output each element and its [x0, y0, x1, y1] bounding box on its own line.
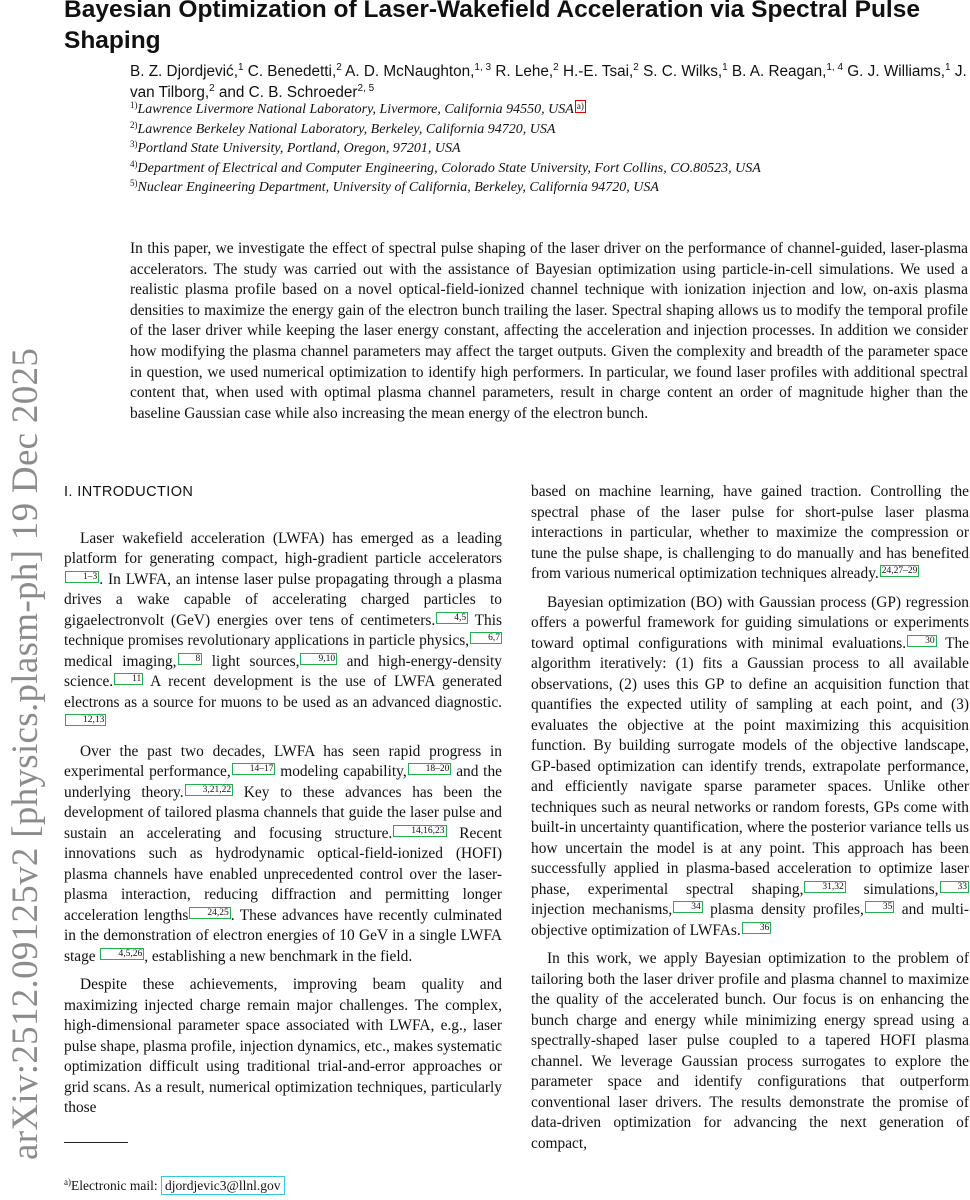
author-affiliation-mark: 1: [722, 62, 728, 73]
citation-link[interactable]: 14–17: [232, 763, 276, 775]
author-affiliation-mark: 2: [633, 62, 639, 73]
paragraph: [64, 742, 502, 968]
paragraph-text: , establishing a new benchmark in the field.: [144, 947, 413, 965]
paragraph-text: The algorithm iteratively: (1) fits a Gaussian process to all available observations, (2) uses this GP to define an acquisition function that quantifies the expected utility of sampling at each point, and (3) evaluates the objective at the point maximizing this acquisition function. By building surrogate models of the objective landscape, GP-based optimization can identify trends, extrapolate performance, and efficiently navigate sparse parameter spaces. Unlike other techniques such as neural networks or random forests, GPs come with built-in uncertainty quantification, where the posterior variance tells us how uncertain the model is at any point. This approach has been successfully applied in plasma-based acceleration to optimize laser phase, experimental spectral shaping,: [531, 634, 970, 898]
footnote-rule: [64, 1142, 128, 1143]
citation-link[interactable]: 24,25: [189, 907, 230, 919]
citation-link[interactable]: 31,32: [804, 881, 845, 893]
author-affiliation-mark: 1: [237, 62, 244, 73]
paragraph: [531, 593, 969, 942]
paragraph-text: . In LWFA, an intense laser pulse propagating through a plasma drives a wake capable of accelerating charged particles to gigaelectronvolt (GeV) energies over tens of centimeters.: [64, 570, 502, 629]
author-affiliation-mark: 1, 3: [474, 62, 492, 73]
affiliation-text: Portland State University, Portland, Oregon, 97201, USA: [137, 141, 461, 156]
citation-link[interactable]: 36: [742, 922, 772, 934]
author-name: S. C. Wilks,: [638, 63, 723, 80]
citation-link[interactable]: 8: [178, 653, 203, 665]
paragraph-text: Laser wakefield acceleration (LWFA) has emerged as a leading platform for generating compact, high-gradient particle accelerators: [64, 529, 502, 567]
footnote-mark: a): [64, 1177, 71, 1187]
email-link[interactable]: djordjevic3@llnl.gov: [161, 1176, 285, 1195]
affiliation-number: 4): [130, 158, 138, 169]
affiliation-text: Lawrence Livermore National Laboratory, Livermore, California 94550, USA: [137, 102, 574, 117]
author-name: A. D. McNaughton,: [341, 63, 475, 80]
left-column-body: [64, 529, 502, 1119]
citation-link[interactable]: 30: [907, 635, 937, 647]
footnote: [64, 1176, 285, 1195]
author-affiliation-mark: 1, 4: [826, 62, 844, 73]
author-affiliation-mark: 2: [336, 62, 342, 73]
author-name: and C. B. Schroeder: [214, 84, 358, 101]
citation-link[interactable]: 18–20: [408, 763, 452, 775]
paragraph-text: based on machine learning, have gained traction. Controlling the spectral phase of the laser pulse for short-pulse laser plasma interactions in particular, whether to maximize the compression or tune the pulse shape, is challenging to do manually and has benefited from various numerical optimization techniques already.: [531, 483, 969, 582]
citation-link[interactable]: 4,5,26: [100, 948, 144, 960]
paragraph: [64, 529, 502, 734]
citation-link[interactable]: 24,27–29: [881, 566, 918, 576]
affiliation-text: Nuclear Engineering Department, University of California, Berkeley, California 94720, USA: [137, 180, 659, 195]
affiliation-number: 1): [130, 100, 138, 110]
paragraph-text: Recent innovations such as hydrodynamic optical-field-ionized (HOFI) plasma channels have enabled unprecedented control over the laser-plasma interaction, reducing diffraction and permitting longer acceleration lengths: [64, 824, 503, 924]
citation-link[interactable]: 6,7: [470, 632, 502, 644]
author-affiliation-mark: 2, 5: [357, 83, 375, 94]
paragraph-text: Over the past two decades, LWFA has seen rapid progress in experimental performance,: [64, 742, 502, 780]
paragraph-text: In this work, we apply Bayesian optimization to the problem of tailoring both the laser driver profile and plasma channel to maximize the quality of the accelerated bunch. Our focus is on enhancing the bunch charge and energy while minimizing energy spread using a spectrally-shaped laser pulse coupled to a tapered HOFI plasma channel. We leverage Gaussian process surrogates to explore the parameter space and identify configurations that outperform conventional laser drivers. The results demonstrate the promise of data-driven optimization for advancing the next generation of compact,: [531, 950, 969, 1152]
abstract: In this paper, we investigate the effect of spectral pulse shaping of the laser driver on the performance of channel-guided, laser-plasma accelerators. The study was carried out with the assistance of Bayesian optimization using particle-in-cell simulations. We used a realistic plasma profile based on a novel optical-field-ionized channel technique with ionization injection and low, on-axis plasma densities to maximize the energy gain of the electron bunch trailing the laser. Spectral shaping allows us to modify the temporal profile of the laser driver while keeping the laser energy constant, affecting the acceleration and injection processes. In addition we consider how modifying the plasma channel parameters may affect the target outputs. Given the complexity and breadth of the parameter space in question, we used numerical optimization to identify high performers. In particular, we found laser profiles with additional spectral content that, when used with optimal plasma channel parameters, result in charge content an order of magnitude higher than the baseline Gaussian case while also increasing the mean energy of the electron bunch.: [130, 240, 968, 422]
affiliation: [130, 178, 830, 198]
author-list: [130, 61, 970, 103]
paper-title: Bayesian Optimization of Laser-Wakefield Acceleration via Spectral Pulse Shaping: [64, 0, 920, 54]
citation-link[interactable]: 34: [673, 901, 703, 913]
paragraph-text: Despite these achievements, improving beam quality and maximizing injected charge remain major challenges. The complex, high-dimensional parameter space associated with LWFA, e.g., laser pulse shape, plasma profile, injection dynamics, etc., makes systematic optimization difficult using traditional trial-and-error approaches or grid scans. As a result, numerical optimization techniques, particularly those: [64, 976, 502, 1116]
author-name: R. Lehe,: [491, 63, 554, 80]
paragraph-text: and high-energy-density science.: [64, 652, 502, 690]
citation-link[interactable]: 11: [114, 673, 143, 685]
author-affiliation-mark: 2: [553, 62, 559, 73]
citation-link[interactable]: 3,21,22: [185, 784, 234, 796]
footnote-label: Electronic mail:: [71, 1178, 161, 1193]
author-affiliation-mark: 2: [209, 83, 215, 94]
affiliation: [130, 139, 830, 159]
citation-link[interactable]: 4,5: [436, 612, 468, 624]
affiliation-number: 3): [130, 139, 138, 149]
citation-link[interactable]: 1–3: [65, 571, 99, 583]
paragraph: [531, 949, 969, 1154]
author-name: J. van Tilborg,: [130, 63, 967, 101]
author-name: B. Z. Djordjević,: [130, 63, 238, 80]
paragraph-text: injection mechanisms,: [531, 901, 673, 918]
affiliation: [130, 159, 830, 179]
paragraph-text: This technique promises revolutionary applications in particle physics,: [64, 611, 503, 649]
citation-link[interactable]: 35: [865, 901, 895, 913]
paragraph-text: . These advances have recently culminated in the demonstration of electron energies of 10 GeV in a single LWFA stage: [64, 906, 502, 965]
author-affiliation-mark: 1: [945, 62, 951, 73]
paragraph-text: and multi-objective optimization of LWFAs.: [531, 901, 969, 939]
affiliation: [130, 100, 830, 120]
affiliation-text: Department of Electrical and Computer Engineering, Colorado State University, Fort Collins, CO.80523, USA: [137, 160, 761, 176]
citation-link[interactable]: 14,16,23: [393, 825, 446, 837]
paragraph-text: plasma density profiles,: [702, 901, 864, 918]
paragraph-text: simulations,: [845, 880, 939, 898]
paragraph-text: medical imaging,: [64, 652, 177, 670]
affiliation-list: [130, 100, 830, 198]
citation-link[interactable]: 12,13: [65, 714, 106, 726]
affiliation: [130, 120, 830, 140]
affiliation-number: 2): [130, 119, 138, 130]
footnote-link[interactable]: a): [576, 101, 584, 111]
paragraph-text: Key to these advances has been the development of tailored plasma channels that guide the laser pulse and sustain an accelerating and focusing structure.: [64, 783, 502, 842]
arxiv-stamp: arXiv:2512.09125v2 [physics.plasm-ph] 19 Dec 2025: [5, 347, 46, 1160]
right-column: [531, 482, 969, 1162]
paragraph-text: modeling capability,: [275, 763, 407, 780]
right-column-body: [531, 482, 969, 1154]
citation-link[interactable]: 9,10: [300, 653, 337, 665]
section-heading: I. INTRODUCTION: [64, 484, 194, 500]
author-name: G. J. Williams,: [843, 63, 946, 80]
paragraph-text: and the underlying theory.: [64, 763, 502, 801]
author-name: B. A. Reagan,: [727, 63, 827, 80]
left-column: [64, 480, 502, 1127]
affiliation-text: Lawrence Berkeley National Laboratory, Berkeley, California 94720, USA: [137, 121, 556, 137]
paragraph-text: Bayesian optimization (BO) with Gaussian process (GP) regression offers a powerful framework for guiding simulations or experiments toward optimal configurations with minimal evaluations.: [531, 593, 969, 652]
citation-link[interactable]: 33: [940, 881, 970, 893]
affiliation-number: 5): [130, 178, 138, 188]
paragraph-text: light sources,: [202, 652, 300, 670]
author-name: H.-E. Tsai,: [558, 63, 634, 80]
author-name: C. Benedetti,: [243, 63, 337, 80]
paragraph: [531, 482, 969, 585]
paragraph-text: A recent development is the use of LWFA generated electrons as a source for muons to be used as an advanced diagnostic.: [64, 673, 502, 711]
paragraph: [64, 975, 502, 1119]
